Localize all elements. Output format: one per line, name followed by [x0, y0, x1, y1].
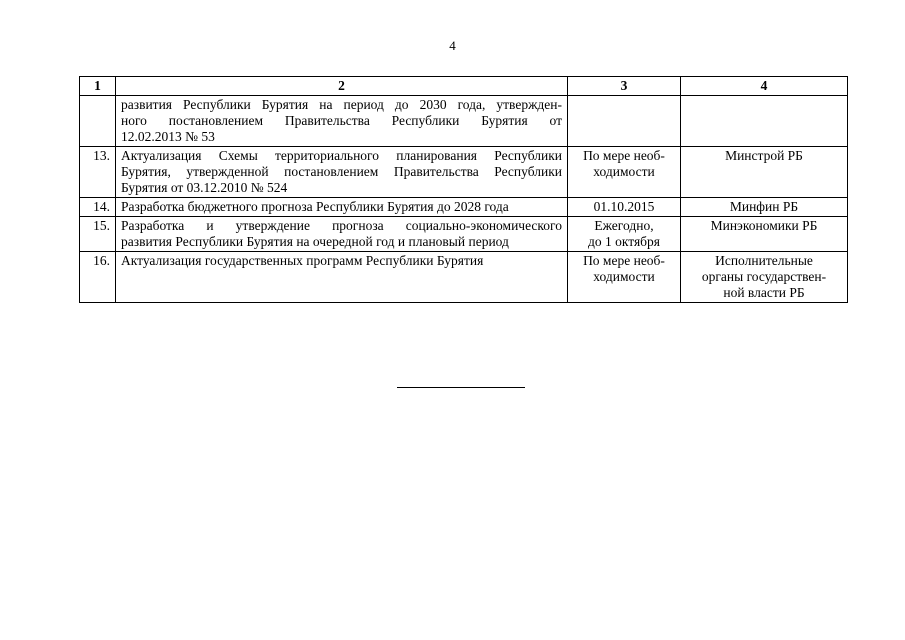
task-line: Бурятия, утвержденной постановлением Правительства Республики — [121, 164, 562, 179]
task-cell — [116, 198, 568, 217]
deadline-line: Ежегодно, — [594, 218, 654, 233]
executor-line: органы государствен- — [701, 269, 827, 284]
task-line: Актуализация Схемы территориального планирования Республики — [121, 148, 562, 163]
table-body — [80, 96, 848, 303]
deadline-cell — [568, 147, 681, 198]
task-line: развития Республики Бурятия на период до 2030 года, утвержден- — [121, 97, 562, 112]
column-header-1: 1 — [80, 77, 116, 96]
table-row — [80, 96, 848, 147]
task-line: Бурятия от 03.12.2010 № 524 — [121, 180, 288, 195]
plan-table — [79, 76, 848, 303]
row-number: 16. — [80, 252, 116, 303]
executor-line: Минфин РБ — [729, 199, 799, 214]
deadline-line: По мере необ- — [583, 253, 665, 268]
task-line: ного постановлением Правительства Республики Бурятия от — [121, 113, 562, 128]
task-cell — [116, 252, 568, 303]
deadline-line: ходимости — [593, 164, 655, 179]
deadline-cell — [568, 217, 681, 252]
task-line: Разработка и утверждение прогноза социально-экономического — [121, 218, 562, 233]
deadline-line: ходимости — [593, 269, 655, 284]
executor-line: Минстрой РБ — [725, 148, 803, 163]
executor-line: Исполнительные — [715, 253, 813, 268]
task-line: Актуализация государственных программ Республики Бурятия — [121, 253, 484, 268]
task-cell — [116, 217, 568, 252]
deadline-cell — [568, 252, 681, 303]
row-number: 14. — [80, 198, 116, 217]
table-row — [80, 147, 848, 198]
separator-line — [397, 387, 525, 388]
table-row — [80, 198, 848, 217]
task-line: 12.02.2013 № 53 — [121, 129, 215, 144]
executor-cell — [681, 217, 848, 252]
executor-cell — [681, 147, 848, 198]
deadline-line: 01.10.2015 — [593, 199, 655, 214]
deadline-cell — [568, 198, 681, 217]
executor-line: ной власти РБ — [723, 285, 805, 300]
column-header-2: 2 — [116, 77, 568, 96]
deadline-cell — [568, 96, 681, 147]
task-line: Разработка бюджетного прогноза Республики Бурятия до 2028 года — [121, 199, 509, 214]
task-cell — [116, 147, 568, 198]
executor-cell — [681, 252, 848, 303]
page-number: 4 — [449, 38, 456, 53]
table-row — [80, 217, 848, 252]
task-line: развития Республики Бурятия на очередной год и плановый период — [121, 234, 509, 249]
column-header-3: 3 — [568, 77, 681, 96]
table-row — [80, 252, 848, 303]
deadline-line: По мере необ- — [583, 148, 665, 163]
task-cell — [116, 96, 568, 147]
row-number: 15. — [80, 217, 116, 252]
column-header-4: 4 — [681, 77, 848, 96]
deadline-line: до 1 октября — [587, 234, 660, 249]
executor-line: Минэкономики РБ — [710, 218, 818, 233]
executor-cell — [681, 198, 848, 217]
row-number: 13. — [80, 147, 116, 198]
table-header-row — [80, 77, 848, 96]
row-number — [80, 96, 116, 147]
executor-cell — [681, 96, 848, 147]
